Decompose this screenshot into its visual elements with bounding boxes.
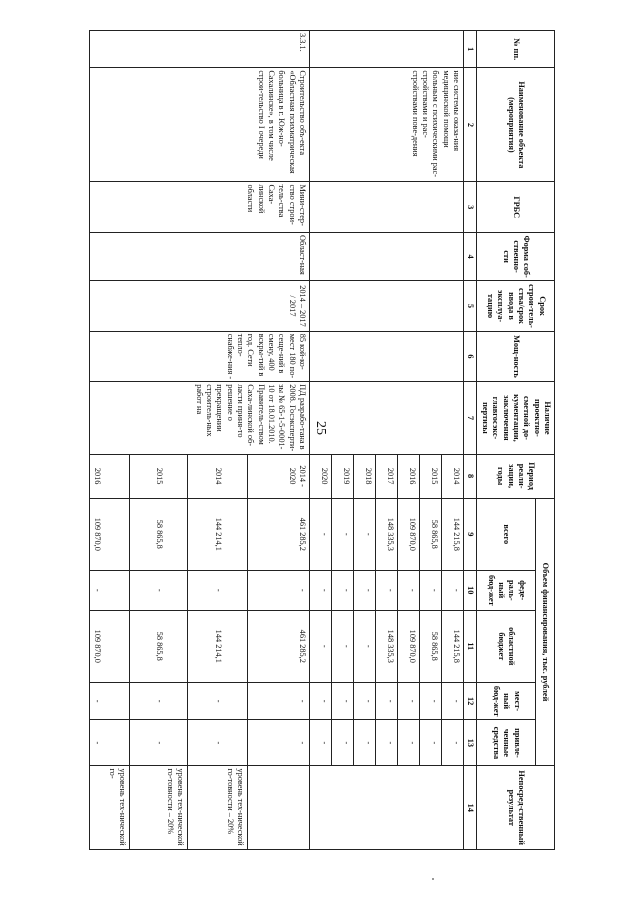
- header-local: мест-ный бюд-жет: [477, 683, 535, 720]
- year-cell: 2015: [130, 454, 188, 498]
- row-num: [310, 31, 464, 68]
- regional-cell: 58 865,8: [130, 610, 188, 682]
- psd-cell: ПД разрабо-тана в 2008. Госэксперти-зы № 65-1-5-0001-10 от 18.01.2010. Правитель-ством Саха-линской об-ласти приня-то решение о прекращении строитель-ных работ на: [90, 382, 310, 454]
- capacity-cell: 85 кой-ко-мест 180 по-сеще-ний в смену, 400 вскры-тий в год. Сети тепло-снабже-ния -: [90, 331, 310, 381]
- year-cell: 2016: [90, 454, 130, 498]
- attracted-cell: -: [376, 720, 398, 766]
- regional-cell: -: [310, 610, 332, 682]
- local-cell: -: [310, 683, 332, 720]
- total-cell: 109 870,0: [398, 498, 420, 570]
- year-cell: 2016: [398, 454, 420, 498]
- federal-cell: -: [376, 571, 398, 611]
- result-cell: [310, 766, 464, 850]
- attracted-cell: -: [310, 720, 332, 766]
- row-num: 3.3.1.: [90, 31, 310, 68]
- total-cell: 144 214,1: [188, 498, 248, 570]
- year-cell: 2014: [188, 454, 248, 498]
- year-cell: 2014: [442, 454, 464, 498]
- header-grbs: ГРБС: [477, 182, 555, 232]
- header-regional: областной бюджет: [477, 610, 535, 682]
- year-cell: 2015: [420, 454, 442, 498]
- local-cell: -: [354, 683, 376, 720]
- header-psd: Наличие проектно-сметной до-кументации, заключения главгосэкс-пертизы: [477, 382, 555, 454]
- header-num: № пп.: [477, 31, 555, 68]
- attracted-cell: -: [442, 720, 464, 766]
- local-cell: -: [332, 683, 354, 720]
- header-period: Период реали-зации, годы: [477, 454, 555, 498]
- federal-cell: -: [248, 571, 310, 611]
- local-cell: -: [442, 683, 464, 720]
- local-cell: -: [376, 683, 398, 720]
- object-name: ние системы оказа-ния медицинской помощи больным с психическими рас-стройствами и рас-стройствами пове-дения: [310, 68, 464, 182]
- header-financing-group: Объем финансирования, тыс. рублей: [535, 498, 554, 766]
- col-number: 11: [464, 610, 477, 682]
- col-number: 12: [464, 683, 477, 720]
- term-cell: 2014 – 2017 / 2017: [90, 281, 310, 331]
- attracted-cell: -: [354, 720, 376, 766]
- total-cell: -: [310, 498, 332, 570]
- year-cell: 2020: [310, 454, 332, 498]
- regional-cell: -: [354, 610, 376, 682]
- regional-cell: 144 214,1: [188, 610, 248, 682]
- col-number: 3: [464, 182, 477, 232]
- attracted-cell: -: [90, 720, 130, 766]
- object-name: Строительство объ-екта «Областная психиатрическая больница в г. Юж-но-Сахалинске», в том числе строи-тельство I очереди: [90, 68, 310, 182]
- attracted-cell: -: [420, 720, 442, 766]
- header-ownership: Форма соб-ственно-сти: [477, 232, 555, 280]
- result-cell: уровень тех-нической го-: [90, 766, 130, 850]
- page-number: 25: [313, 421, 328, 435]
- local-cell: -: [188, 683, 248, 720]
- total-cell: 144 215,8: [442, 498, 464, 570]
- attracted-cell: -: [130, 720, 188, 766]
- total-cell: 461 285,2: [248, 498, 310, 570]
- col-number: 10: [464, 571, 477, 611]
- federal-cell: -: [442, 571, 464, 611]
- year-cell: 2019: [332, 454, 354, 498]
- regional-cell: 58 865,8: [420, 610, 442, 682]
- regional-cell: 109 870,0: [398, 610, 420, 682]
- federal-cell: -: [188, 571, 248, 611]
- column-number-row: [464, 31, 477, 850]
- regional-cell: 461 285,2: [248, 610, 310, 682]
- total-cell: -: [332, 498, 354, 570]
- result-cell: уровень тех-нической го-товности – 20%: [188, 766, 248, 850]
- table-row: [248, 31, 310, 850]
- attracted-cell: -: [248, 720, 310, 766]
- table-row: [442, 31, 464, 850]
- federal-cell: -: [398, 571, 420, 611]
- federal-cell: -: [332, 571, 354, 611]
- total-cell: 148 335,3: [376, 498, 398, 570]
- year-cell: 2014 - 2020: [248, 454, 310, 498]
- year-cell: 2018: [354, 454, 376, 498]
- col-number: 4: [464, 232, 477, 280]
- regional-cell: 109 870,0: [90, 610, 130, 682]
- header-federal: феде-раль-ный бюд-жет: [477, 571, 535, 611]
- local-cell: -: [90, 683, 130, 720]
- local-cell: -: [420, 683, 442, 720]
- regional-cell: 144 215,8: [442, 610, 464, 682]
- regional-cell: -: [332, 610, 354, 682]
- header-total: всего: [477, 498, 535, 570]
- financing-table: [89, 30, 555, 850]
- local-cell: -: [248, 683, 310, 720]
- total-cell: 58 865,8: [420, 498, 442, 570]
- attracted-cell: -: [398, 720, 420, 766]
- local-cell: -: [398, 683, 420, 720]
- header-capacity: Мощ-ность: [477, 331, 555, 381]
- col-number: 14: [464, 766, 477, 850]
- header-result: Непосред-ственный результат: [477, 766, 555, 850]
- total-cell: 58 865,8: [130, 498, 188, 570]
- col-number: 2: [464, 68, 477, 182]
- attracted-cell: -: [332, 720, 354, 766]
- col-number: 9: [464, 498, 477, 570]
- col-number: 8: [464, 454, 477, 498]
- federal-cell: -: [420, 571, 442, 611]
- col-number: 13: [464, 720, 477, 766]
- header-row-1: [535, 31, 554, 850]
- year-cell: 2017: [376, 454, 398, 498]
- federal-cell: -: [90, 571, 130, 611]
- header-attracted: привле-ченные средства: [477, 720, 535, 766]
- col-number: 7: [464, 382, 477, 454]
- rotated-table-sheet: [93, 30, 555, 850]
- federal-cell: -: [310, 571, 332, 611]
- col-number: 6: [464, 331, 477, 381]
- total-cell: 109 870,0: [90, 498, 130, 570]
- total-cell: -: [354, 498, 376, 570]
- attracted-cell: -: [188, 720, 248, 766]
- header-object-name: Наименование объекта (мероприятия): [477, 68, 555, 182]
- grbs-cell: Мини-стер-ство строи-тель-ства Саха-линской области: [90, 182, 310, 232]
- local-cell: -: [130, 683, 188, 720]
- federal-cell: -: [354, 571, 376, 611]
- scan-speck: [432, 878, 434, 880]
- regional-cell: 148 335,3: [376, 610, 398, 682]
- result-cell: уровень тех-нической го-товности – 20%: [130, 766, 188, 850]
- col-number: 1: [464, 31, 477, 68]
- result-cell: [248, 766, 310, 850]
- federal-cell: -: [130, 571, 188, 611]
- col-number: 5: [464, 281, 477, 331]
- ownership-cell: Област-ная: [90, 232, 310, 280]
- header-term: Срок строи-тель-ства/срок ввода в эксплуа-тацию: [477, 281, 555, 331]
